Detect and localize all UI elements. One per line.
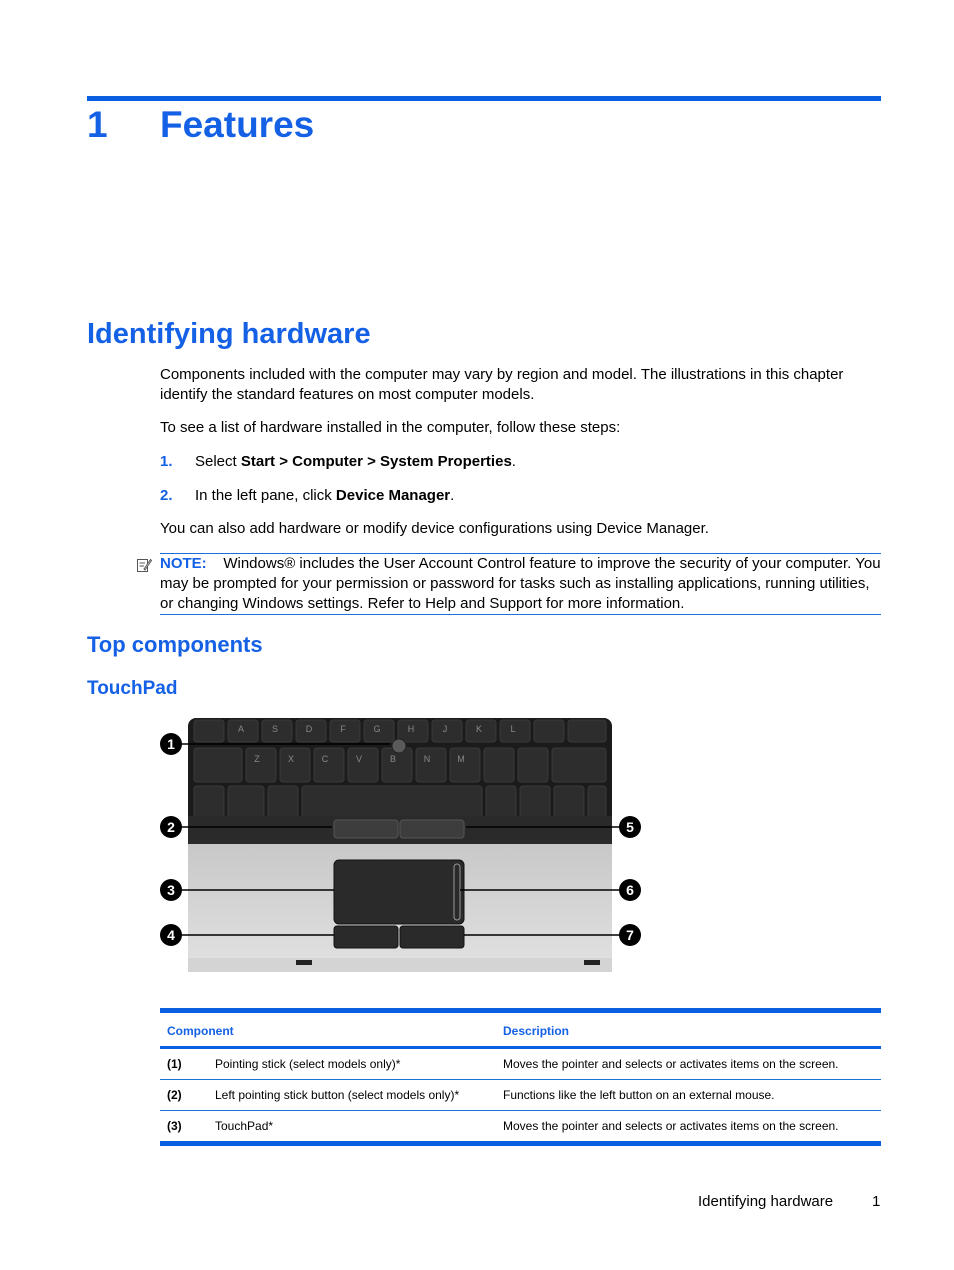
chapter-rule (87, 96, 881, 101)
svg-text:B: B (389, 754, 397, 764)
touchpad (334, 860, 464, 924)
step-text: Select (195, 453, 241, 470)
row-description: Moves the pointer and selects or activates items on the screen. (496, 1048, 881, 1080)
svg-text:D: D (305, 724, 313, 734)
callout-2: 2 (167, 819, 175, 835)
row-ref: (1) (160, 1048, 208, 1080)
callout-5: 5 (626, 819, 634, 835)
step-2 (160, 486, 454, 506)
svg-text:Z: Z (254, 754, 260, 764)
intro-paragraph: Components included with the computer may vary by region and model. The illustrations in this chapter identify the standard features on most computer models. (160, 366, 844, 403)
step-text: In the left pane, click (195, 487, 336, 504)
svg-text:K: K (475, 724, 483, 734)
components-table (160, 1008, 881, 1146)
touchpad-right-button (400, 926, 464, 948)
row-description: Functions like the left button on an external mouse. (496, 1080, 881, 1111)
svg-text:N: N (423, 754, 431, 764)
row-component: Left pointing stick button (select models only)* (208, 1080, 496, 1111)
svg-text:X: X (287, 754, 295, 764)
table-row (160, 1048, 881, 1080)
callout-6: 6 (626, 882, 634, 898)
table-row (160, 1111, 881, 1144)
step-number: 2. (160, 487, 173, 504)
after-steps-paragraph: You can also add hardware or modify device configurations using Device Manager. (160, 520, 709, 537)
section-title: Identifying hardware (87, 318, 371, 350)
svg-text:J: J (442, 724, 448, 734)
header-description: Description (496, 1011, 881, 1048)
row-ref: (2) (160, 1080, 208, 1111)
list-intro-paragraph: To see a list of hardware installed in the computer, follow these steps: (160, 419, 621, 436)
callout-1: 1 (167, 736, 175, 752)
subsection-title: Top components (87, 632, 263, 657)
step-bold-text: Device Manager (335, 487, 451, 504)
row-ref: (3) (160, 1111, 208, 1144)
touchpad-left-button (334, 926, 398, 948)
svg-text:V: V (355, 754, 363, 764)
step-bold-text: Start > Computer > System Properties (240, 453, 512, 470)
note-pencil-icon (136, 557, 152, 573)
svg-text:F: F (340, 724, 346, 734)
note-box (160, 553, 881, 615)
step-text-end: . (450, 487, 455, 504)
header-component: Component (160, 1011, 496, 1048)
row-description: Moves the pointer and selects or activates items on the screen. (496, 1111, 881, 1144)
keyboard-keys (194, 720, 606, 818)
subsubsection-title: TouchPad (87, 678, 178, 699)
callout-7: 7 (626, 927, 634, 943)
footer-section-name: Identifying hardware (698, 1193, 834, 1210)
chapter-title: Features (160, 104, 315, 145)
note-label: NOTE: (160, 555, 207, 572)
svg-text:A: A (237, 724, 245, 734)
note-text: Windows® includes the User Account Control feature to improve the security of your computer. You may be prompted for your permission or password for tasks such as installing applications, running utilities, or changing Windows settings. Refer to Help and Support for more information. (160, 555, 881, 612)
row-component: TouchPad* (208, 1111, 496, 1144)
pointing-stick-left-button (334, 820, 398, 838)
svg-text:H: H (407, 724, 415, 734)
row-component: Pointing stick (select models only)* (208, 1048, 496, 1080)
svg-text:C: C (321, 754, 329, 764)
footer-page-number: 1 (872, 1193, 881, 1210)
step-number: 1. (160, 453, 173, 470)
callout-3: 3 (167, 882, 175, 898)
svg-text:G: G (373, 724, 381, 734)
step-1 (160, 452, 516, 472)
table-row (160, 1080, 881, 1111)
touchpad-illustration (160, 716, 642, 976)
callout-4: 4 (167, 927, 175, 943)
step-text-end: . (511, 453, 516, 470)
svg-text:L: L (510, 724, 516, 734)
chapter-number: 1 (87, 104, 108, 145)
svg-text:S: S (271, 724, 279, 734)
pointing-stick (392, 739, 406, 753)
svg-text:M: M (457, 754, 465, 764)
pointing-stick-right-button (400, 820, 464, 838)
